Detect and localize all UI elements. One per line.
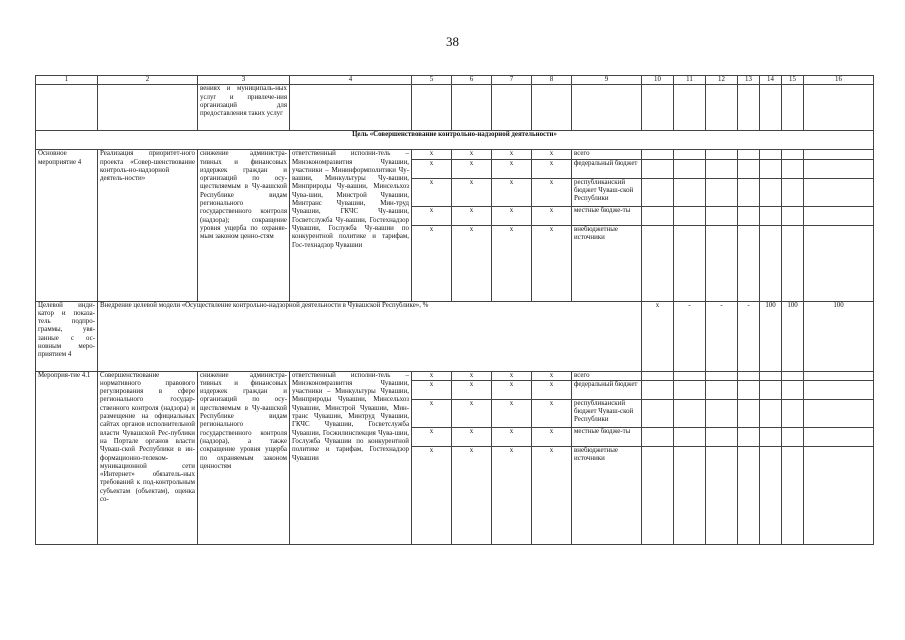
column-number: 15 <box>782 76 804 85</box>
mark: x <box>532 380 572 399</box>
column-number: 12 <box>706 76 738 85</box>
mark: x <box>532 206 572 225</box>
activity-title: Основное мероприятие 4 <box>36 150 98 301</box>
continuation-row <box>36 85 874 131</box>
mark: x <box>532 150 572 159</box>
column-number: 13 <box>738 76 760 85</box>
mark: x <box>492 206 532 225</box>
program-table <box>35 75 874 545</box>
column-number: 8 <box>532 76 572 85</box>
mark: x <box>412 380 452 399</box>
mark: x <box>412 371 452 380</box>
mark: x <box>532 159 572 178</box>
column-number: 14 <box>760 76 782 85</box>
funding-source: республиканский бюджет Чуваш-ской Республики <box>572 178 642 206</box>
funding-source: местные бюдже-ты <box>572 206 642 225</box>
mark: x <box>492 159 532 178</box>
funding-source: внебюджетные источники <box>572 225 642 301</box>
column-number: 10 <box>642 76 674 85</box>
mark: x <box>452 150 492 159</box>
activity-title: Мероприя-тие 4.1 <box>36 371 98 544</box>
mark: x <box>452 225 492 301</box>
continuation-text: вениях и муниципаль-ных услуг и привлече-ния организаций для предоставления таких услуг <box>198 85 290 131</box>
mark: x <box>452 159 492 178</box>
mark: x <box>532 371 572 380</box>
mark: x <box>412 178 452 206</box>
mark: x <box>532 178 572 206</box>
mark: x <box>532 225 572 301</box>
funding-source: всего <box>572 371 642 380</box>
goal-heading: Цель «Совершенствование контрольно-надзорной деятельности» <box>36 131 874 150</box>
funding-source: республиканский бюджет Чуваш-ской Республики <box>572 399 642 427</box>
mark: x <box>492 380 532 399</box>
indicator-value: - <box>674 301 706 371</box>
mark: x <box>492 178 532 206</box>
mark: x <box>452 380 492 399</box>
column-number: 3 <box>198 76 290 85</box>
mark: x <box>452 446 492 544</box>
mark: x <box>492 371 532 380</box>
activity-description: Совершенствование нормативного правового регулирования в сфере регионального государ-ственного контроля (надзора) и размещение на официальных сайтах органов исполнительной власти Чувашской Рес-публики на Портале органов власти Чуваш-ской Республики в ин-формационно-телеком-муникационной сети «Интернет» обязатель-ных требований к под-контрольным субъектам (объектам), оценка со- <box>98 371 198 544</box>
mark: x <box>532 446 572 544</box>
indicator-text: Внедрение целевой модели «Осуществление контрольно-надзорной деятельности в Чувашской Республике», % <box>98 301 642 371</box>
indicator-value: - <box>706 301 738 371</box>
indicator-value: 100 <box>760 301 782 371</box>
activity-4-1-row <box>36 371 874 380</box>
column-number: 11 <box>674 76 706 85</box>
indicator-title: Целевой инди-катор и показа-тель подпро-граммы, увя-занные с ос-новным меро-приятием 4 <box>36 301 98 371</box>
goal-row <box>36 131 874 150</box>
mark: x <box>452 399 492 427</box>
activity-4-row <box>36 150 874 159</box>
mark: x <box>412 427 452 446</box>
mark: x <box>452 371 492 380</box>
indicator-value: 100 <box>804 301 874 371</box>
mark: x <box>412 399 452 427</box>
funding-source: местные бюдже-ты <box>572 427 642 446</box>
funding-source: внебюджетные источники <box>572 446 642 544</box>
column-number: 2 <box>98 76 198 85</box>
page-number: 38 <box>446 34 459 49</box>
indicator-value: - <box>738 301 760 371</box>
indicator-row <box>36 301 874 371</box>
indicator-value: x <box>642 301 674 371</box>
column-number: 5 <box>412 76 452 85</box>
mark: x <box>492 446 532 544</box>
expected-result: снижение администра-тивных и финансовых издержек граждан и организаций по осу-ществляемым в Чу-вашской Республике видам регионального государственного контроля (надзора), а также сокращение уровня ущерба по охраняемым законом ценностям <box>198 371 290 544</box>
mark: x <box>412 206 452 225</box>
mark: x <box>412 150 452 159</box>
column-number-row <box>36 76 874 85</box>
column-number: 7 <box>492 76 532 85</box>
indicator-value: 100 <box>782 301 804 371</box>
column-number: 4 <box>290 76 412 85</box>
activity-description: Реализация приоритет-ного проекта «Совер-шенствование контроль-но-надзорной деятель-ности» <box>98 150 198 301</box>
funding-source: всего <box>572 150 642 159</box>
column-number: 9 <box>572 76 642 85</box>
responsible-executors: ответственный исполни-тель – Минэкономразвития Чувашии, участники – Мининформполитики Чу-вашии, Минкультуры Чу-вашии, Минприроды Чу-вашии, Минсельхоз Чува-шии, Минстрой Чувашии, Минтранс Чувашии, Мин-труд Чувашии, ГКЧС Чу-вашии, Госветслужба Чу-вашии, Гостехнадзор Чувашии, Гослужба Чу-вашии по конкурентной политике и тарифам, Гос-технадзор Чувашии <box>290 150 412 301</box>
responsible-executors: ответственный исполни-тель – Минэкономразвития Чувашии, участники – Минкультуры Чувашии, Минприроды Чувашии, Минсельхоз Чувашии, Минстрой Чувашии, Мин-транс Чувашии, Минтруд Чувашии, ГКЧС Чувашии, Госветслужба Чувашии, Госжилинспекция Чува-шии, Гослужба Чувашии по конкурентной политике и тарифам, Гостехнадзор Чувашии <box>290 371 412 544</box>
mark: x <box>532 427 572 446</box>
mark: x <box>452 206 492 225</box>
mark: x <box>492 225 532 301</box>
mark: x <box>412 159 452 178</box>
funding-source: федеральный бюджет <box>572 380 642 399</box>
mark: x <box>452 427 492 446</box>
column-number: 6 <box>452 76 492 85</box>
mark: x <box>452 178 492 206</box>
mark: x <box>532 399 572 427</box>
funding-source: федеральный бюджет <box>572 159 642 178</box>
mark: x <box>412 446 452 544</box>
mark: x <box>492 399 532 427</box>
mark: x <box>492 150 532 159</box>
expected-result: снижение администра-тивных и финансовых издержек граждан и организаций по осу-ществляемым в Чу-вашской Республике видам регионального государственного контроля (надзора); сокращение уровня ущерба по охраняе-мым законом ценно-стям <box>198 150 290 301</box>
column-number: 16 <box>804 76 874 85</box>
mark: x <box>412 225 452 301</box>
mark: x <box>492 427 532 446</box>
column-number: 1 <box>36 76 98 85</box>
